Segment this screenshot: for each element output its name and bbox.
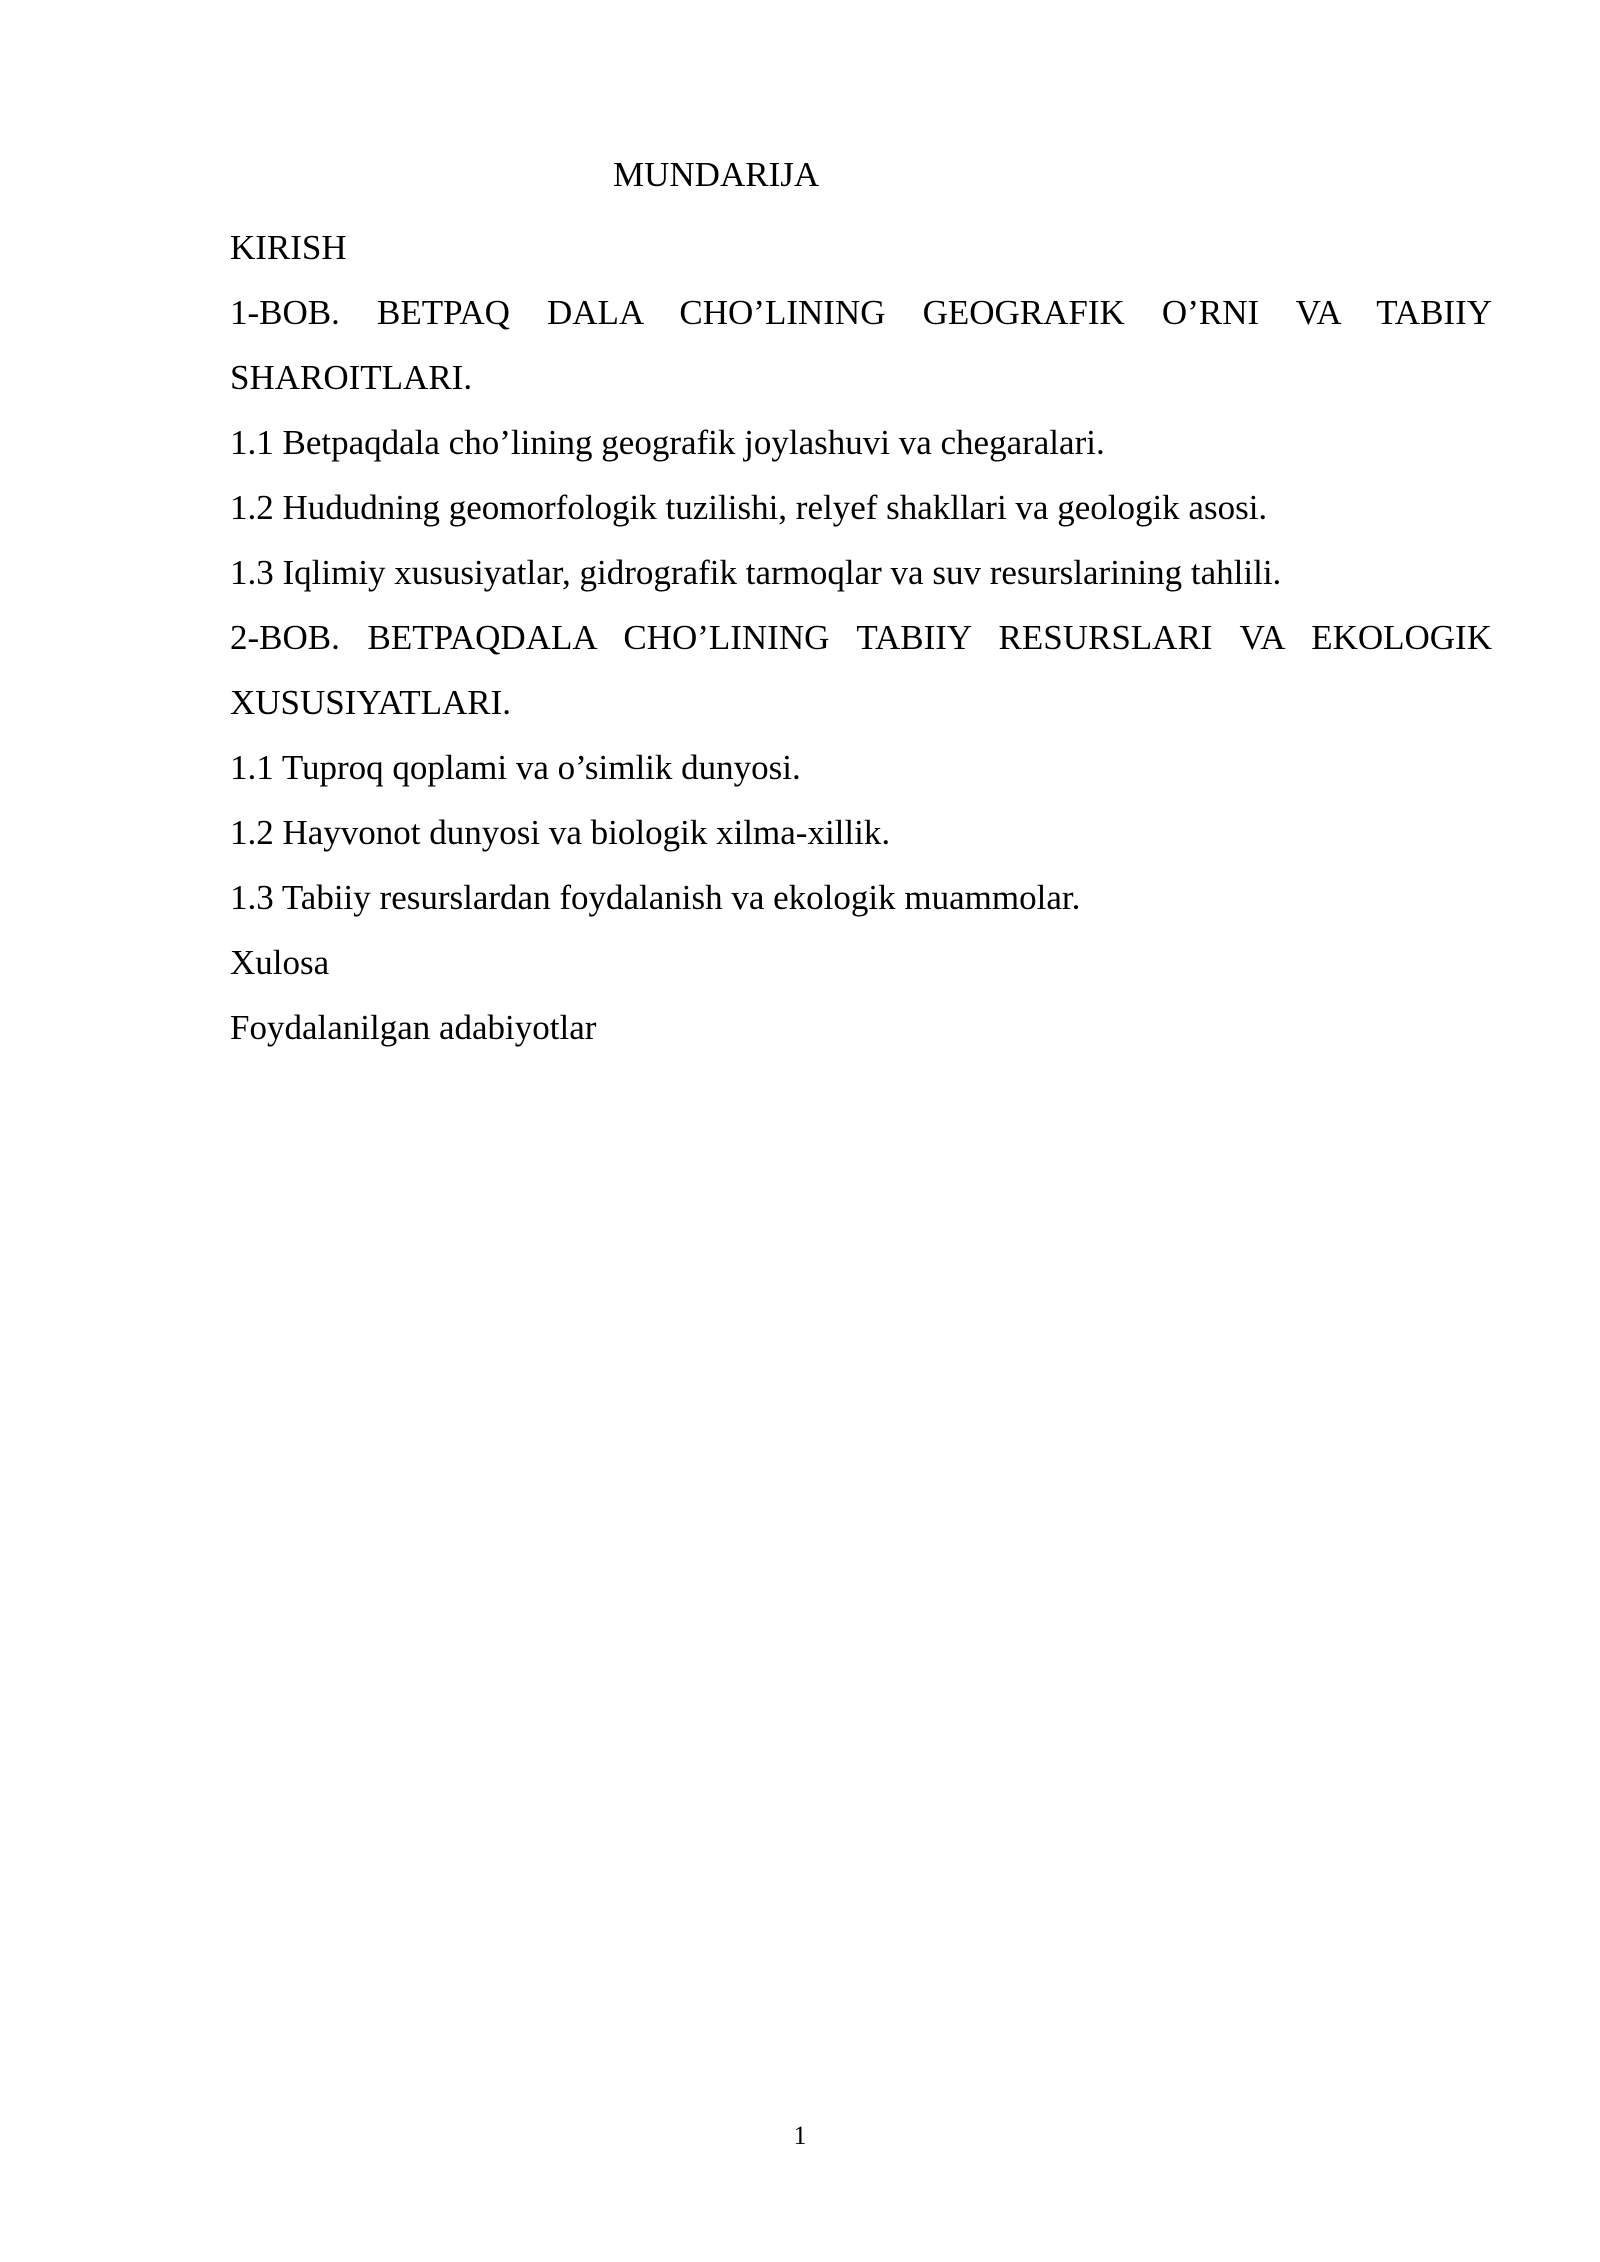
toc-entry-section-1-3: 1.3 Iqlimiy xususiyatlar, gidrografik tarmoqlar va suv resurslarining tahlili. bbox=[230, 553, 1282, 592]
toc-entry-introduction: KIRISH bbox=[230, 228, 347, 267]
toc-entry-chapter-2: 2-BOB. BETPAQDALA CHO’LINING TABIIY RESURSLARI VA EKOLOGIK XUSUSIYATLARI. bbox=[230, 618, 1492, 722]
toc-entry-section-1-2: 1.2 Hududning geomorfologik tuzilishi, relyef shakllari va geologik asosi. bbox=[230, 488, 1268, 527]
table-of-contents bbox=[230, 215, 1492, 1060]
page-number: 1 bbox=[793, 2121, 807, 2150]
toc-entry-section-1-1: 1.1 Betpaqdala cho’lining geografik joylashuvi va chegaralari. bbox=[230, 423, 1105, 462]
toc-entry-references: Foydalanilgan adabiyotlar bbox=[230, 1008, 597, 1047]
toc-entry-section-2-1: 1.1 Tuproq qoplami va o’simlik dunyosi. bbox=[230, 748, 801, 787]
toc-entry-chapter-1: 1-BOB. BETPAQ DALA CHO’LINING GEOGRAFIK O’RNI VA TABIIY SHAROITLARI. bbox=[230, 293, 1492, 397]
toc-entry-conclusion: Xulosa bbox=[230, 943, 330, 982]
toc-title: MUNDARIJA bbox=[613, 155, 820, 194]
toc-entry-section-2-2: 1.2 Hayvonot dunyosi va biologik xilma-xillik. bbox=[230, 813, 891, 852]
toc-entry-section-2-3: 1.3 Tabiiy resurslardan foydalanish va ekologik muammolar. bbox=[230, 878, 1081, 917]
